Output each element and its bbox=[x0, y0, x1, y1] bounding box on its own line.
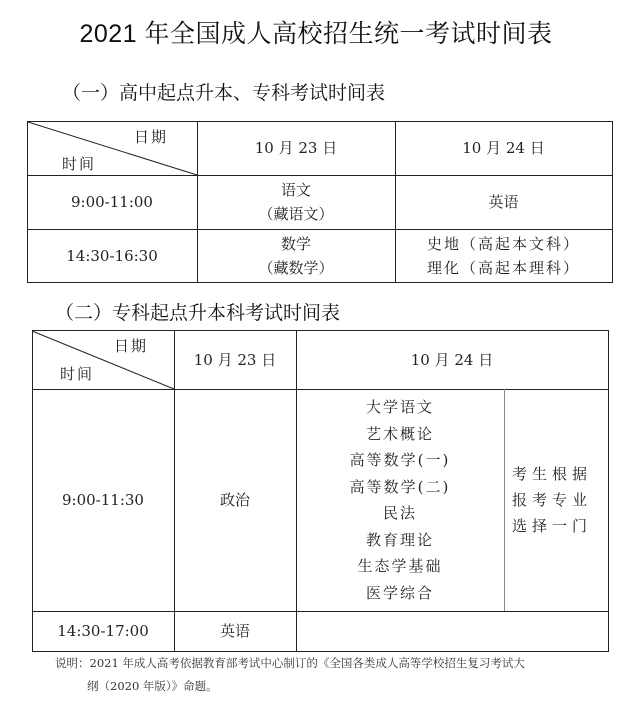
corner-label-time: 时间 bbox=[60, 365, 95, 383]
selection-note-cell bbox=[504, 389, 608, 611]
table-border bbox=[32, 330, 609, 331]
subject-label: 教育理论 bbox=[365, 530, 434, 549]
corner-label-date: 日期 bbox=[134, 128, 169, 146]
selection-note-label: 考生根据 bbox=[512, 465, 593, 483]
table-border bbox=[32, 389, 609, 390]
subject-cell bbox=[174, 611, 296, 651]
subject-label: 医学综合 bbox=[365, 583, 434, 602]
subject-label: 史地（高起本文科） bbox=[426, 234, 580, 253]
table-border bbox=[395, 121, 396, 283]
table-border bbox=[27, 229, 613, 230]
subject-cell bbox=[174, 389, 296, 611]
subject-label: 语文 bbox=[280, 181, 311, 199]
subject-label: 生态学基础 bbox=[357, 557, 443, 575]
subject-label: 理化（高起本理科） bbox=[426, 258, 580, 277]
table-border bbox=[612, 121, 613, 283]
subject-label: 英语 bbox=[488, 193, 519, 211]
subject-cell bbox=[197, 175, 395, 229]
table-border bbox=[27, 282, 613, 283]
subject-label: 高等数学(一) bbox=[349, 451, 451, 469]
time-label: 14:30-16:30 bbox=[66, 246, 158, 265]
subject-cell bbox=[197, 229, 395, 282]
subject-label: 政治 bbox=[219, 491, 250, 509]
time-label: 9:00-11:30 bbox=[62, 491, 144, 509]
time-cell bbox=[32, 389, 174, 611]
table-border bbox=[32, 651, 609, 652]
table-border bbox=[174, 330, 175, 652]
subject-label: 英语 bbox=[219, 622, 250, 640]
page-title: 2021 年全国成人高校招生统一考试时间表 bbox=[79, 20, 553, 48]
table-border bbox=[27, 121, 613, 122]
table-border bbox=[197, 121, 198, 283]
subject-cell bbox=[395, 229, 612, 282]
table-border bbox=[504, 389, 505, 611]
subject-label: （藏语文） bbox=[258, 205, 334, 223]
date-header-label: 10 月 23 日 bbox=[254, 139, 338, 157]
table-border bbox=[27, 121, 28, 283]
subject-label: 大学语文 bbox=[365, 398, 434, 416]
selection-note-label: 选择一门 bbox=[512, 517, 593, 535]
time-cell bbox=[27, 229, 197, 282]
subject-label: 民法 bbox=[382, 504, 417, 522]
table-border bbox=[32, 611, 609, 612]
note-line-1: 说明：2021 年成人高考依据教育部考试中心制订的《全国各类成人高等学校招生复习考试大 bbox=[55, 656, 525, 670]
time-label: 14:30-17:00 bbox=[57, 622, 149, 640]
subject-label: 高等数学(二) bbox=[349, 477, 451, 496]
subject-cell bbox=[395, 175, 612, 229]
date-header-label: 10 月 24 日 bbox=[410, 350, 494, 369]
selection-note-label: 报考专业 bbox=[512, 491, 593, 509]
table-border bbox=[27, 175, 613, 176]
corner-label-time: 时间 bbox=[62, 155, 97, 173]
subject-label: （藏数学） bbox=[258, 258, 334, 277]
date-header bbox=[174, 330, 296, 389]
section2-heading: （二）专科起点升本科考试时间表 bbox=[55, 302, 341, 324]
date-header-label: 10 月 24 日 bbox=[462, 139, 545, 157]
time-label: 9:00-11:00 bbox=[71, 193, 153, 211]
date-header bbox=[395, 121, 612, 175]
date-header bbox=[197, 121, 395, 175]
section1-heading: （一）高中起点升本、专科考试时间表 bbox=[62, 82, 386, 104]
subject-cell bbox=[296, 611, 608, 651]
subject-label: 艺术概论 bbox=[365, 424, 434, 443]
subject-label: 数学 bbox=[280, 234, 311, 253]
subject-list-cell bbox=[296, 389, 504, 611]
corner-label-date: 日期 bbox=[114, 337, 149, 355]
date-header-label: 10 月 23 日 bbox=[193, 350, 277, 369]
table-border bbox=[296, 330, 297, 652]
table-border bbox=[608, 330, 609, 652]
note-line-2: 纲（2020 年版）》命题。 bbox=[87, 679, 218, 693]
time-cell bbox=[27, 175, 197, 229]
time-cell bbox=[32, 611, 174, 651]
date-header bbox=[296, 330, 608, 389]
table-border bbox=[32, 330, 33, 652]
